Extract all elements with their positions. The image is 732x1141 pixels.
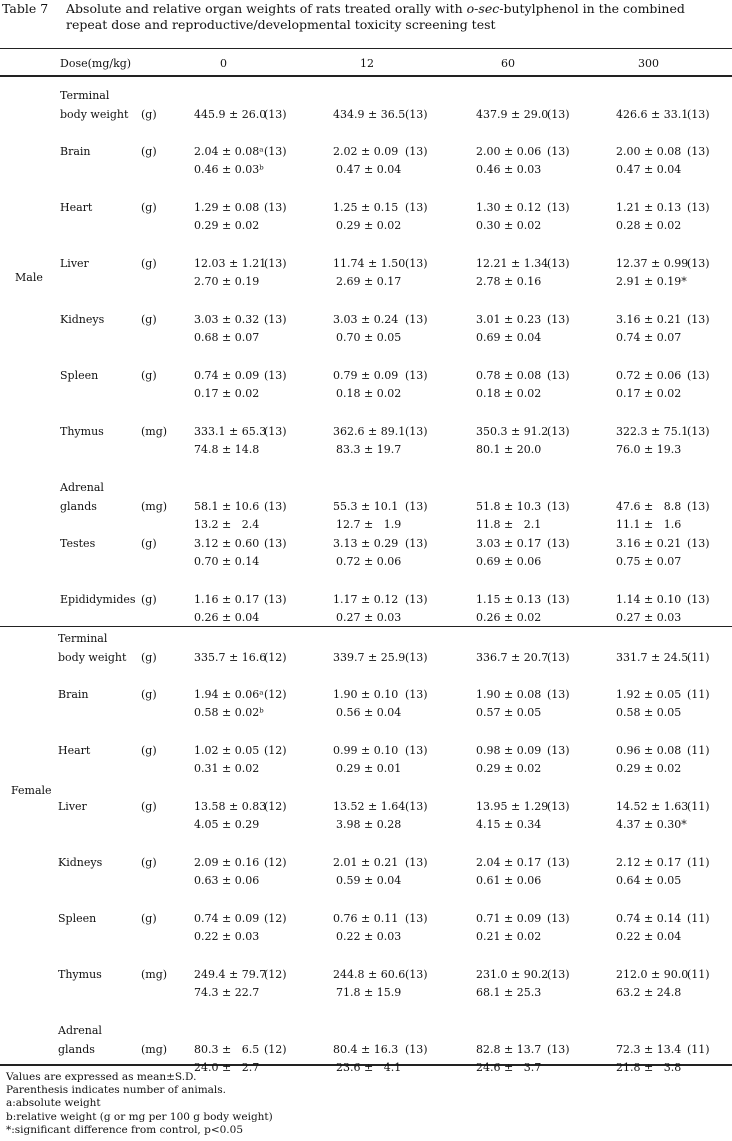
rel-value: 0.27 ± 0.03 [336,611,402,624]
rel-value: 83.3 ± 19.7 [336,443,402,456]
abs-value: 80.3 ± 6.5 [194,1043,260,1056]
title-part-2: -butylphenol in the combined repeat dose and reproductive/developmental toxicity screening test [66,1,685,32]
rel-value: 0.30 ± 0.02 [476,219,542,232]
table-label: Table 7 [2,1,49,16]
rel-value: 0.22 ± 0.03 [336,930,402,943]
animal-count: (13) [547,968,570,981]
organ-unit: (g) [141,688,157,701]
abs-value: 2.01 ± 0.21 [333,856,399,869]
abs-value: 3.16 ± 0.21 [616,313,682,326]
rel-value: 2.91 ± 0.19* [616,275,687,288]
rel-value: 13.2 ± 2.4 [194,518,260,531]
organ-unit: (g) [141,744,157,757]
title-compound: o-sec [466,1,500,16]
animal-count: (12) [264,968,287,981]
abs-value: 47.6 ± 8.8 [616,500,682,513]
organ-unit: (mg) [141,968,168,981]
animal-count: (13) [547,912,570,925]
animal-count: (13) [547,744,570,757]
abs-value: 1.14 ± 0.10 [616,593,682,606]
abs-value: 14.52 ± 1.63 [616,800,689,813]
abs-value: 11.74 ± 1.50 [333,257,406,270]
abs-value: 0.76 ± 0.11 [333,912,399,925]
abs-value: 82.8 ± 13.7 [476,1043,542,1056]
organ-name: Kidneys [60,313,105,326]
abs-value: 2.12 ± 0.17 [616,856,682,869]
rel-value: 4.15 ± 0.34 [476,818,542,831]
animal-count: (13) [687,500,710,513]
rel-value: 0.57 ± 0.05 [476,706,542,719]
rel-value: 0.61 ± 0.06 [476,874,542,887]
rel-value: 0.18 ± 0.02 [476,387,542,400]
table-title [66,1,726,33]
abs-value: 1.21 ± 0.13 [616,201,682,214]
rel-value: 11.1 ± 1.6 [616,518,682,531]
rel-value: 2.69 ± 0.17 [336,275,402,288]
animal-count: (13) [687,108,710,121]
rel-value: 3.98 ± 0.28 [336,818,402,831]
animal-count: (13) [687,145,710,158]
animal-count: (13) [405,108,428,121]
organ-name: Thymus [58,968,102,981]
animal-count: (13) [547,537,570,550]
organ-unit: (g) [141,257,157,270]
rel-value: 0.17 ± 0.02 [194,387,260,400]
animal-count: (13) [687,537,710,550]
abs-value: 1.29 ± 0.08 [194,201,260,214]
organ-name: Thymus [60,425,104,438]
animal-count: (13) [405,425,428,438]
footnote: a:absolute weight [6,1097,101,1110]
animal-count: (13) [264,593,287,606]
abs-value: 1.16 ± 0.17 [194,593,260,606]
abs-value: 339.7 ± 25.9 [333,651,406,664]
animal-count: (13) [687,201,710,214]
animal-count: (11) [687,1043,710,1056]
abs-value: 72.3 ± 13.4 [616,1043,682,1056]
rel-value: 0.18 ± 0.02 [336,387,402,400]
rel-value: 0.29 ± 0.02 [336,219,402,232]
abs-value: 0.74 ± 0.09 [194,912,260,925]
abs-value: 2.04 ± 0.08ᵃ [194,145,264,158]
animal-count: (13) [547,313,570,326]
rel-value: 0.69 ± 0.04 [476,331,542,344]
rel-value: 0.31 ± 0.02 [194,762,260,775]
abs-value: 1.90 ± 0.10 [333,688,399,701]
organ-name: Liver [60,257,89,270]
organ-unit: (mg) [141,1043,168,1056]
animal-count: (13) [264,500,287,513]
abs-value: 3.12 ± 0.60 [194,537,260,550]
abs-value: 2.09 ± 0.16 [194,856,260,869]
animal-count: (13) [264,313,287,326]
animal-count: (13) [405,201,428,214]
header-rule [0,75,732,77]
rel-value: 0.69 ± 0.06 [476,555,542,568]
animal-count: (13) [264,257,287,270]
rel-value: 80.1 ± 20.0 [476,443,542,456]
rel-value: 0.29 ± 0.01 [336,762,402,775]
abs-value: 58.1 ± 10.6 [194,500,260,513]
rel-value: 71.8 ± 15.9 [336,986,402,999]
organ-name: Kidneys [58,856,103,869]
abs-value: 1.15 ± 0.13 [476,593,542,606]
animal-count: (13) [405,800,428,813]
rel-value: 0.21 ± 0.02 [476,930,542,943]
animal-count: (13) [264,425,287,438]
organ-unit: (mg) [141,425,168,438]
abs-value: 1.02 ± 0.05 [194,744,260,757]
rel-value: 11.8 ± 2.1 [476,518,542,531]
rel-value: 0.29 ± 0.02 [616,762,682,775]
rel-value: 0.26 ± 0.02 [476,611,542,624]
rel-value: 0.29 ± 0.02 [194,219,260,232]
rel-value: 0.56 ± 0.04 [336,706,402,719]
animal-count: (13) [405,500,428,513]
abs-value: 362.6 ± 89.1 [333,425,406,438]
organ-unit: (mg) [141,500,168,513]
rel-value: 24.0 ± 2.7 [194,1061,260,1074]
abs-value: 244.8 ± 60.6 [333,968,406,981]
animal-count: (12) [264,800,287,813]
abs-value: 13.58 ± 0.83 [194,800,267,813]
animal-count: (13) [547,651,570,664]
dose-header: Dose(mg/kg) [60,57,132,70]
organ-name: Brain [60,145,91,158]
abs-value: 445.9 ± 26.0 [194,108,267,121]
abs-value: 0.72 ± 0.06 [616,369,682,382]
abs-value: 2.02 ± 0.09 [333,145,399,158]
abs-value: 1.92 ± 0.05 [616,688,682,701]
animal-count: (12) [264,744,287,757]
organ-unit: (g) [141,108,157,121]
abs-value: 0.74 ± 0.09 [194,369,260,382]
abs-value: 249.4 ± 79.7 [194,968,267,981]
rel-value: 0.75 ± 0.07 [616,555,682,568]
abs-value: 333.1 ± 65.3 [194,425,267,438]
abs-value: 0.98 ± 0.09 [476,744,542,757]
footnote: *:significant difference from control, p<0.05 [6,1123,243,1136]
organ-unit: (g) [141,201,157,214]
rel-value: 2.78 ± 0.16 [476,275,542,288]
footnote: b:relative weight (g or mg per 100 g body weight) [6,1110,273,1123]
animal-count: (13) [405,744,428,757]
rel-value: 24.6 ± 3.7 [476,1061,542,1074]
rel-value: 4.37 ± 0.30* [616,818,687,831]
abs-value: 12.03 ± 1.21 [194,257,267,270]
abs-value: 3.01 ± 0.23 [476,313,542,326]
organ-name: Spleen [60,369,99,382]
abs-value: 3.03 ± 0.17 [476,537,542,550]
animal-count: (13) [687,257,710,270]
organ-unit: (g) [141,651,157,664]
dose-col-300: 300 [638,57,659,70]
animal-count: (13) [264,537,287,550]
abs-value: 437.9 ± 29.0 [476,108,549,121]
animal-count: (13) [405,688,428,701]
abs-value: 1.90 ± 0.08 [476,688,542,701]
rel-value: 0.46 ± 0.03ᵇ [194,163,264,176]
organ-unit: (g) [141,369,157,382]
rel-value: 0.70 ± 0.14 [194,555,260,568]
organ-unit: (g) [141,313,157,326]
organ-unit: (g) [141,912,157,925]
abs-value: 0.74 ± 0.14 [616,912,682,925]
animal-count: (12) [264,912,287,925]
abs-value: 1.17 ± 0.12 [333,593,399,606]
rel-value: 0.47 ± 0.04 [616,163,682,176]
rel-value: 0.58 ± 0.05 [616,706,682,719]
organ-unit: (g) [141,537,157,550]
abs-value: 0.71 ± 0.09 [476,912,542,925]
animal-count: (13) [687,313,710,326]
animal-count: (12) [264,1043,287,1056]
rel-value: 0.58 ± 0.02ᵇ [194,706,264,719]
animal-count: (13) [547,145,570,158]
abs-value: 2.00 ± 0.06 [476,145,542,158]
animal-count: (13) [547,688,570,701]
animal-count: (13) [547,500,570,513]
abs-value: 51.8 ± 10.3 [476,500,542,513]
abs-value: 426.6 ± 33.1 [616,108,689,121]
abs-value: 13.95 ± 1.29 [476,800,549,813]
rel-value: 0.46 ± 0.03 [476,163,542,176]
rel-value: 0.59 ± 0.04 [336,874,402,887]
abs-value: 12.37 ± 0.99 [616,257,689,270]
rel-value: 0.74 ± 0.07 [616,331,682,344]
animal-count: (11) [687,800,710,813]
rel-value: 0.72 ± 0.06 [336,555,402,568]
animal-count: (13) [687,425,710,438]
animal-count: (12) [264,688,287,701]
rel-value: 0.26 ± 0.04 [194,611,260,624]
animal-count: (13) [405,856,428,869]
animal-count: (13) [264,201,287,214]
animal-count: (13) [405,593,428,606]
rel-value: 0.47 ± 0.04 [336,163,402,176]
animal-count: (13) [405,313,428,326]
dose-col-60: 60 [501,57,515,70]
sex-separator-rule [0,626,732,627]
animal-count: (13) [547,425,570,438]
organ-name: body weight [58,651,127,664]
organ-unit: (g) [141,145,157,158]
abs-value: 212.0 ± 90.0 [616,968,689,981]
rel-value: 0.70 ± 0.05 [336,331,402,344]
abs-value: 1.25 ± 0.15 [333,201,399,214]
animal-count: (13) [547,257,570,270]
animal-count: (13) [405,145,428,158]
animal-count: (11) [687,651,710,664]
organ-name: Liver [58,800,87,813]
animal-count: (13) [547,593,570,606]
organ-name: Terminal [58,632,108,645]
abs-value: 231.0 ± 90.2 [476,968,549,981]
abs-value: 12.21 ± 1.34 [476,257,549,270]
rel-value: 0.22 ± 0.03 [194,930,260,943]
abs-value: 3.03 ± 0.24 [333,313,399,326]
organ-name: glands [60,500,97,513]
rel-value: 0.29 ± 0.02 [476,762,542,775]
rel-value: 0.68 ± 0.07 [194,331,260,344]
animal-count: (13) [405,651,428,664]
animal-count: (13) [405,257,428,270]
rel-value: 76.0 ± 19.3 [616,443,682,456]
rel-value: 23.6 ± 4.1 [336,1061,402,1074]
abs-value: 3.03 ± 0.32 [194,313,260,326]
animal-count: (13) [547,201,570,214]
abs-value: 0.78 ± 0.08 [476,369,542,382]
abs-value: 3.16 ± 0.21 [616,537,682,550]
abs-value: 1.94 ± 0.06ᵃ [194,688,264,701]
rel-value: 74.8 ± 14.8 [194,443,260,456]
abs-value: 13.52 ± 1.64 [333,800,406,813]
organ-unit: (g) [141,856,157,869]
abs-value: 55.3 ± 10.1 [333,500,399,513]
organ-unit: (g) [141,800,157,813]
organ-name: Heart [60,201,93,214]
footnote: Values are expressed as mean±S.D. [6,1071,197,1083]
abs-value: 1.30 ± 0.12 [476,201,542,214]
rel-value: 2.70 ± 0.19 [194,275,260,288]
rel-value: 12.7 ± 1.9 [336,518,402,531]
rel-value: 0.63 ± 0.06 [194,874,260,887]
animal-count: (13) [547,856,570,869]
abs-value: 0.79 ± 0.09 [333,369,399,382]
animal-count: (11) [687,968,710,981]
organ-name: Brain [58,688,89,701]
footnote: Parenthesis indicates number of animals. [6,1084,227,1097]
abs-value: 350.3 ± 91.2 [476,425,549,438]
abs-value: 434.9 ± 36.5 [333,108,406,121]
rel-value: 0.28 ± 0.02 [616,219,682,232]
top-rule [0,48,732,49]
abs-value: 3.13 ± 0.29 [333,537,399,550]
rel-value: 4.05 ± 0.29 [194,818,260,831]
title-part-1: Absolute and relative organ weights of rats treated orally with [66,1,467,16]
rel-value: 0.17 ± 0.02 [616,387,682,400]
abs-value: 2.04 ± 0.17 [476,856,542,869]
rel-value: 63.2 ± 24.8 [616,986,682,999]
organ-unit: (g) [141,593,157,606]
sex-label: Male [15,271,43,284]
animal-count: (13) [264,108,287,121]
abs-value: 0.96 ± 0.08 [616,744,682,757]
animal-count: (13) [405,912,428,925]
animal-count: (12) [264,651,287,664]
animal-count: (12) [264,856,287,869]
organ-name: glands [58,1043,95,1056]
abs-value: 336.7 ± 20.7 [476,651,549,664]
rel-value: 0.64 ± 0.05 [616,874,682,887]
animal-count: (13) [547,800,570,813]
dose-col-0: 0 [220,57,227,70]
rel-value: 0.22 ± 0.04 [616,930,682,943]
animal-count: (13) [405,537,428,550]
organ-name: Testes [60,537,96,550]
animal-count: (13) [264,145,287,158]
organ-name: Heart [58,744,91,757]
organ-name: Spleen [58,912,97,925]
animal-count: (11) [687,856,710,869]
organ-name: Epididymides [60,593,136,606]
organ-name: Adrenal [60,481,104,494]
animal-count: (11) [687,912,710,925]
animal-count: (11) [687,688,710,701]
sex-label: Female [11,784,52,797]
animal-count: (11) [687,744,710,757]
animal-count: (13) [547,108,570,121]
abs-value: 2.00 ± 0.08 [616,145,682,158]
abs-value: 322.3 ± 75.1 [616,425,689,438]
animal-count: (13) [547,369,570,382]
rel-value: 0.27 ± 0.03 [616,611,682,624]
abs-value: 0.99 ± 0.10 [333,744,399,757]
abs-value: 331.7 ± 24.5 [616,651,689,664]
organ-name: Terminal [60,89,110,102]
dose-col-12: 12 [360,57,374,70]
rel-value: 21.8 ± 3.8 [616,1061,682,1074]
animal-count: (13) [405,968,428,981]
rel-value: 74.3 ± 22.7 [194,986,260,999]
animal-count: (13) [264,369,287,382]
animal-count: (13) [405,1043,428,1056]
rel-value: 68.1 ± 25.3 [476,986,542,999]
organ-name: body weight [60,108,129,121]
animal-count: (13) [405,369,428,382]
abs-value: 80.4 ± 16.3 [333,1043,399,1056]
animal-count: (13) [687,593,710,606]
animal-count: (13) [547,1043,570,1056]
animal-count: (13) [687,369,710,382]
abs-value: 335.7 ± 16.6 [194,651,267,664]
organ-name: Adrenal [58,1024,102,1037]
